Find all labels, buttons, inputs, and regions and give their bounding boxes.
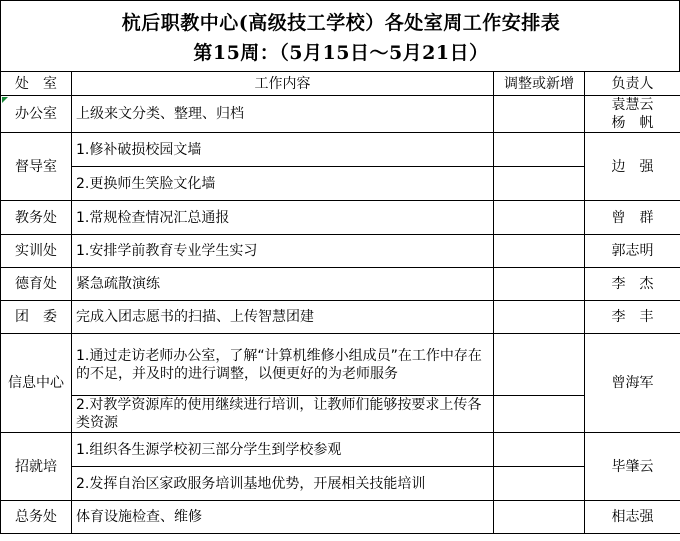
week-subtitle: 第15周：（5月15日～5月21日） [193,42,489,64]
table-row [1,433,680,467]
table-row [1,467,680,501]
table-row [1,396,680,433]
work-cell: 1.修补破损校园文墙 [72,133,494,167]
adjust-cell [494,167,585,201]
table-row [1,501,680,534]
table-row [1,201,680,235]
responsible-cell [585,96,680,133]
header-work: 工作内容 [72,72,494,96]
dept-cell: 德育处 [1,268,72,301]
responsible-cell: 郭志明 [585,235,680,268]
responsible-cell: 相志强 [585,501,680,534]
adjust-cell [494,201,585,235]
work-cell: 1.常规检查情况汇总通报 [72,201,494,235]
responsible-name: 袁慧云 [611,97,654,113]
adjust-cell [494,467,585,501]
dept-cell: 督导室 [1,133,72,201]
adjust-cell [494,235,585,268]
work-cell: 体育设施检查、维修 [72,501,494,534]
dept-cell: 办公室 [1,96,72,133]
responsible-cell: 边 强 [585,133,680,201]
header-dept: 处 室 [1,72,72,96]
adjust-cell [494,396,585,433]
work-cell: 完成入团志愿书的扫描、上传智慧团建 [72,301,494,334]
cell-comment-marker [2,97,8,103]
dept-cell: 实训处 [1,235,72,268]
adjust-cell [494,501,585,534]
work-cell: 上级来文分类、整理、归档 [72,96,494,133]
header-adjust: 调整或新增 [494,72,585,96]
schedule-table [0,71,680,534]
dept-cell: 信息中心 [1,334,72,433]
dept-cell: 团 委 [1,301,72,334]
adjust-cell [494,301,585,334]
table-row [1,334,680,396]
sheet-title: 杭后职教中心(高级技工学校）各处室周工作安排表 [121,12,561,34]
dept-cell: 总务处 [1,501,72,534]
responsible-cell: 曾 群 [585,201,680,235]
responsible-name: 杨 帆 [611,115,654,131]
work-cell: 1.组织各生源学校初三部分学生到学校参观 [72,433,494,467]
adjust-cell [494,96,585,133]
title-block [0,0,680,72]
header-responsible: 负责人 [585,72,680,96]
work-cell: 2.对教学资源库的使用继续进行培训，让教师们能够按要求上传各类资源 [72,396,494,433]
adjust-cell [494,334,585,396]
work-cell: 2.更换师生笑脸文化墙 [72,167,494,201]
responsible-cell: 毕肇云 [585,433,680,501]
work-cell: 紧急疏散演练 [72,268,494,301]
dept-cell: 教务处 [1,201,72,235]
adjust-cell [494,268,585,301]
header-row [1,72,680,96]
responsible-cell: 李 丰 [585,301,680,334]
responsible-cell: 曾海军 [585,334,680,433]
dept-cell: 招就培 [1,433,72,501]
table-row [1,133,680,167]
work-cell: 2.发挥自治区家政服务培训基地优势，开展相关技能培训 [72,467,494,501]
table-row [1,167,680,201]
adjust-cell [494,133,585,167]
work-cell: 1.安排学前教育专业学生实习 [72,235,494,268]
table-row [1,301,680,334]
responsible-cell: 李 杰 [585,268,680,301]
table-row [1,96,680,133]
adjust-cell [494,433,585,467]
work-cell: 1.通过走访老师办公室，了解“计算机维修小组成员”在工作中存在的不足，并及时的进行调整，以便更好的为老师服务 [72,334,494,396]
table-row [1,235,680,268]
table-row [1,268,680,301]
